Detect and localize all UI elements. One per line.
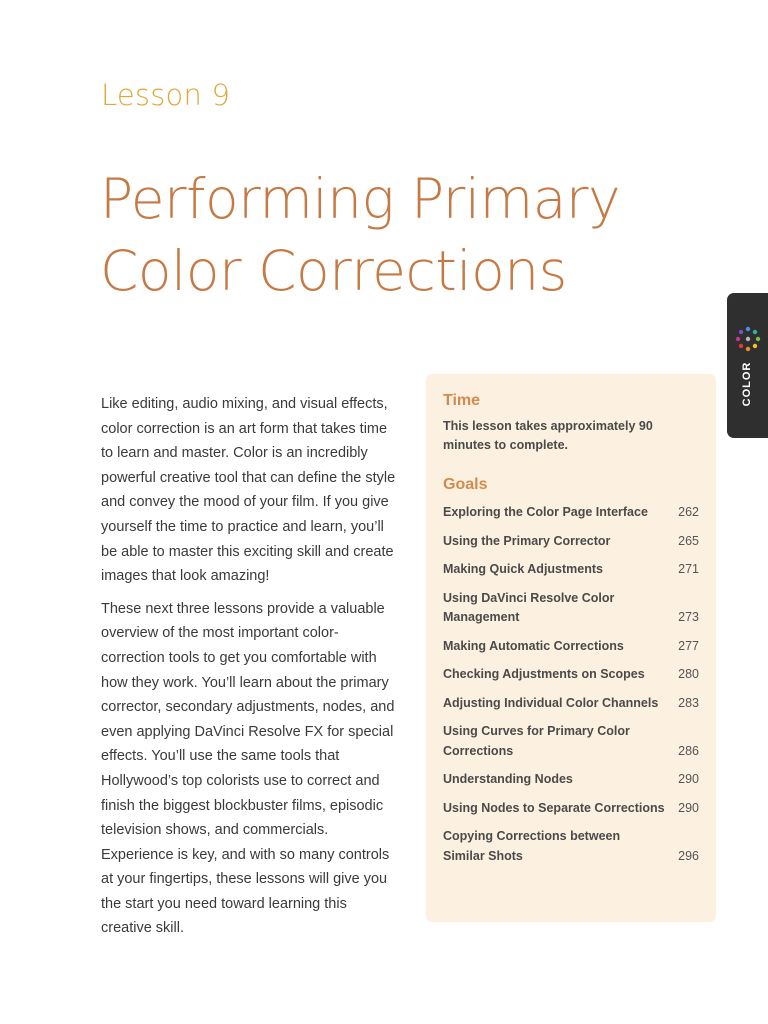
goal-item xyxy=(443,722,699,761)
goal-page-number: 290 xyxy=(678,800,699,815)
goal-item xyxy=(443,799,699,819)
intro-paragraph-1: Like editing, audio mixing, and visual effects, color correction is an art form that takes time to learn and master. Color is an incredibly powerful creative tool that can define the style and convey the mood of your film. If you give yourself the time to practice and learn, you’ll be able to master this exciting skill and create images that look amazing! xyxy=(101,396,396,585)
lesson-title-line-1: Performing Primary xyxy=(100,167,621,231)
goal-title: Making Quick Adjustments xyxy=(443,562,603,576)
goal-page-number: 262 xyxy=(678,505,699,519)
goal-title: Using Curves for Primary Color Corrections xyxy=(443,724,630,758)
goal-title: Using DaVinci Resolve Color Management xyxy=(443,590,615,624)
goal-page-number: 296 xyxy=(678,848,699,863)
goal-item xyxy=(443,589,699,628)
lesson-title-line-2: Color Corrections xyxy=(100,239,567,303)
lesson-number: Lesson 9 xyxy=(101,78,231,112)
goal-item xyxy=(443,560,699,580)
goal-page-number: 280 xyxy=(678,667,699,681)
color-tab-label: COLOR xyxy=(741,361,753,407)
goal-title: Making Automatic Corrections xyxy=(443,638,624,653)
time-text: This lesson takes approximately 90 minutes to complete. xyxy=(443,419,653,452)
goal-title: Copying Corrections between Similar Shots xyxy=(443,829,621,863)
goal-item xyxy=(443,503,699,523)
lesson-title xyxy=(100,163,660,307)
goals-list xyxy=(443,503,699,866)
goal-page-number: 273 xyxy=(678,610,699,624)
color-wheel-icon xyxy=(732,323,764,355)
goal-item xyxy=(443,827,699,866)
goal-page-number: 277 xyxy=(678,638,699,653)
goal-page-number: 283 xyxy=(678,695,699,710)
intro-paragraph-2: These next three lessons provide a valuable overview of the most important color-correction tools to get you comfortable with how they work. You’ll learn about the primary corrector, secondary adjustments, nodes, and even applying DaVinci Resolve FX for special effects. You’ll use the same tools that Hollywood’s top colorists use to correct and finish the biggest blockbuster films, episodic television shows, and commercials. Experience is key, and with so many controls at your fingertips, these lessons will give you the start you need toward learning this creative skill. xyxy=(101,600,395,937)
goal-title: Using the Primary Corrector xyxy=(443,533,611,548)
goal-title: Using Nodes to Separate Corrections xyxy=(443,800,665,815)
goal-title: Exploring the Color Page Interface xyxy=(443,505,648,519)
goal-item xyxy=(443,665,699,685)
time-heading: Time xyxy=(443,392,481,409)
goals-heading: Goals xyxy=(443,476,488,493)
goal-page-number: 265 xyxy=(678,533,699,548)
goal-page-number: 290 xyxy=(678,772,699,786)
lesson-intro-text xyxy=(101,392,401,941)
goal-item xyxy=(443,770,699,790)
goal-item xyxy=(443,637,699,657)
goal-title: Checking Adjustments on Scopes xyxy=(443,667,645,681)
goal-item xyxy=(443,694,699,714)
goal-page-number: 271 xyxy=(678,562,699,576)
color-section-tab xyxy=(727,293,768,438)
goal-title: Understanding Nodes xyxy=(443,772,573,786)
goal-page-number: 286 xyxy=(678,743,699,758)
goal-title: Adjusting Individual Color Channels xyxy=(443,695,659,710)
goal-item xyxy=(443,532,699,552)
lesson-overview-box xyxy=(426,374,716,922)
